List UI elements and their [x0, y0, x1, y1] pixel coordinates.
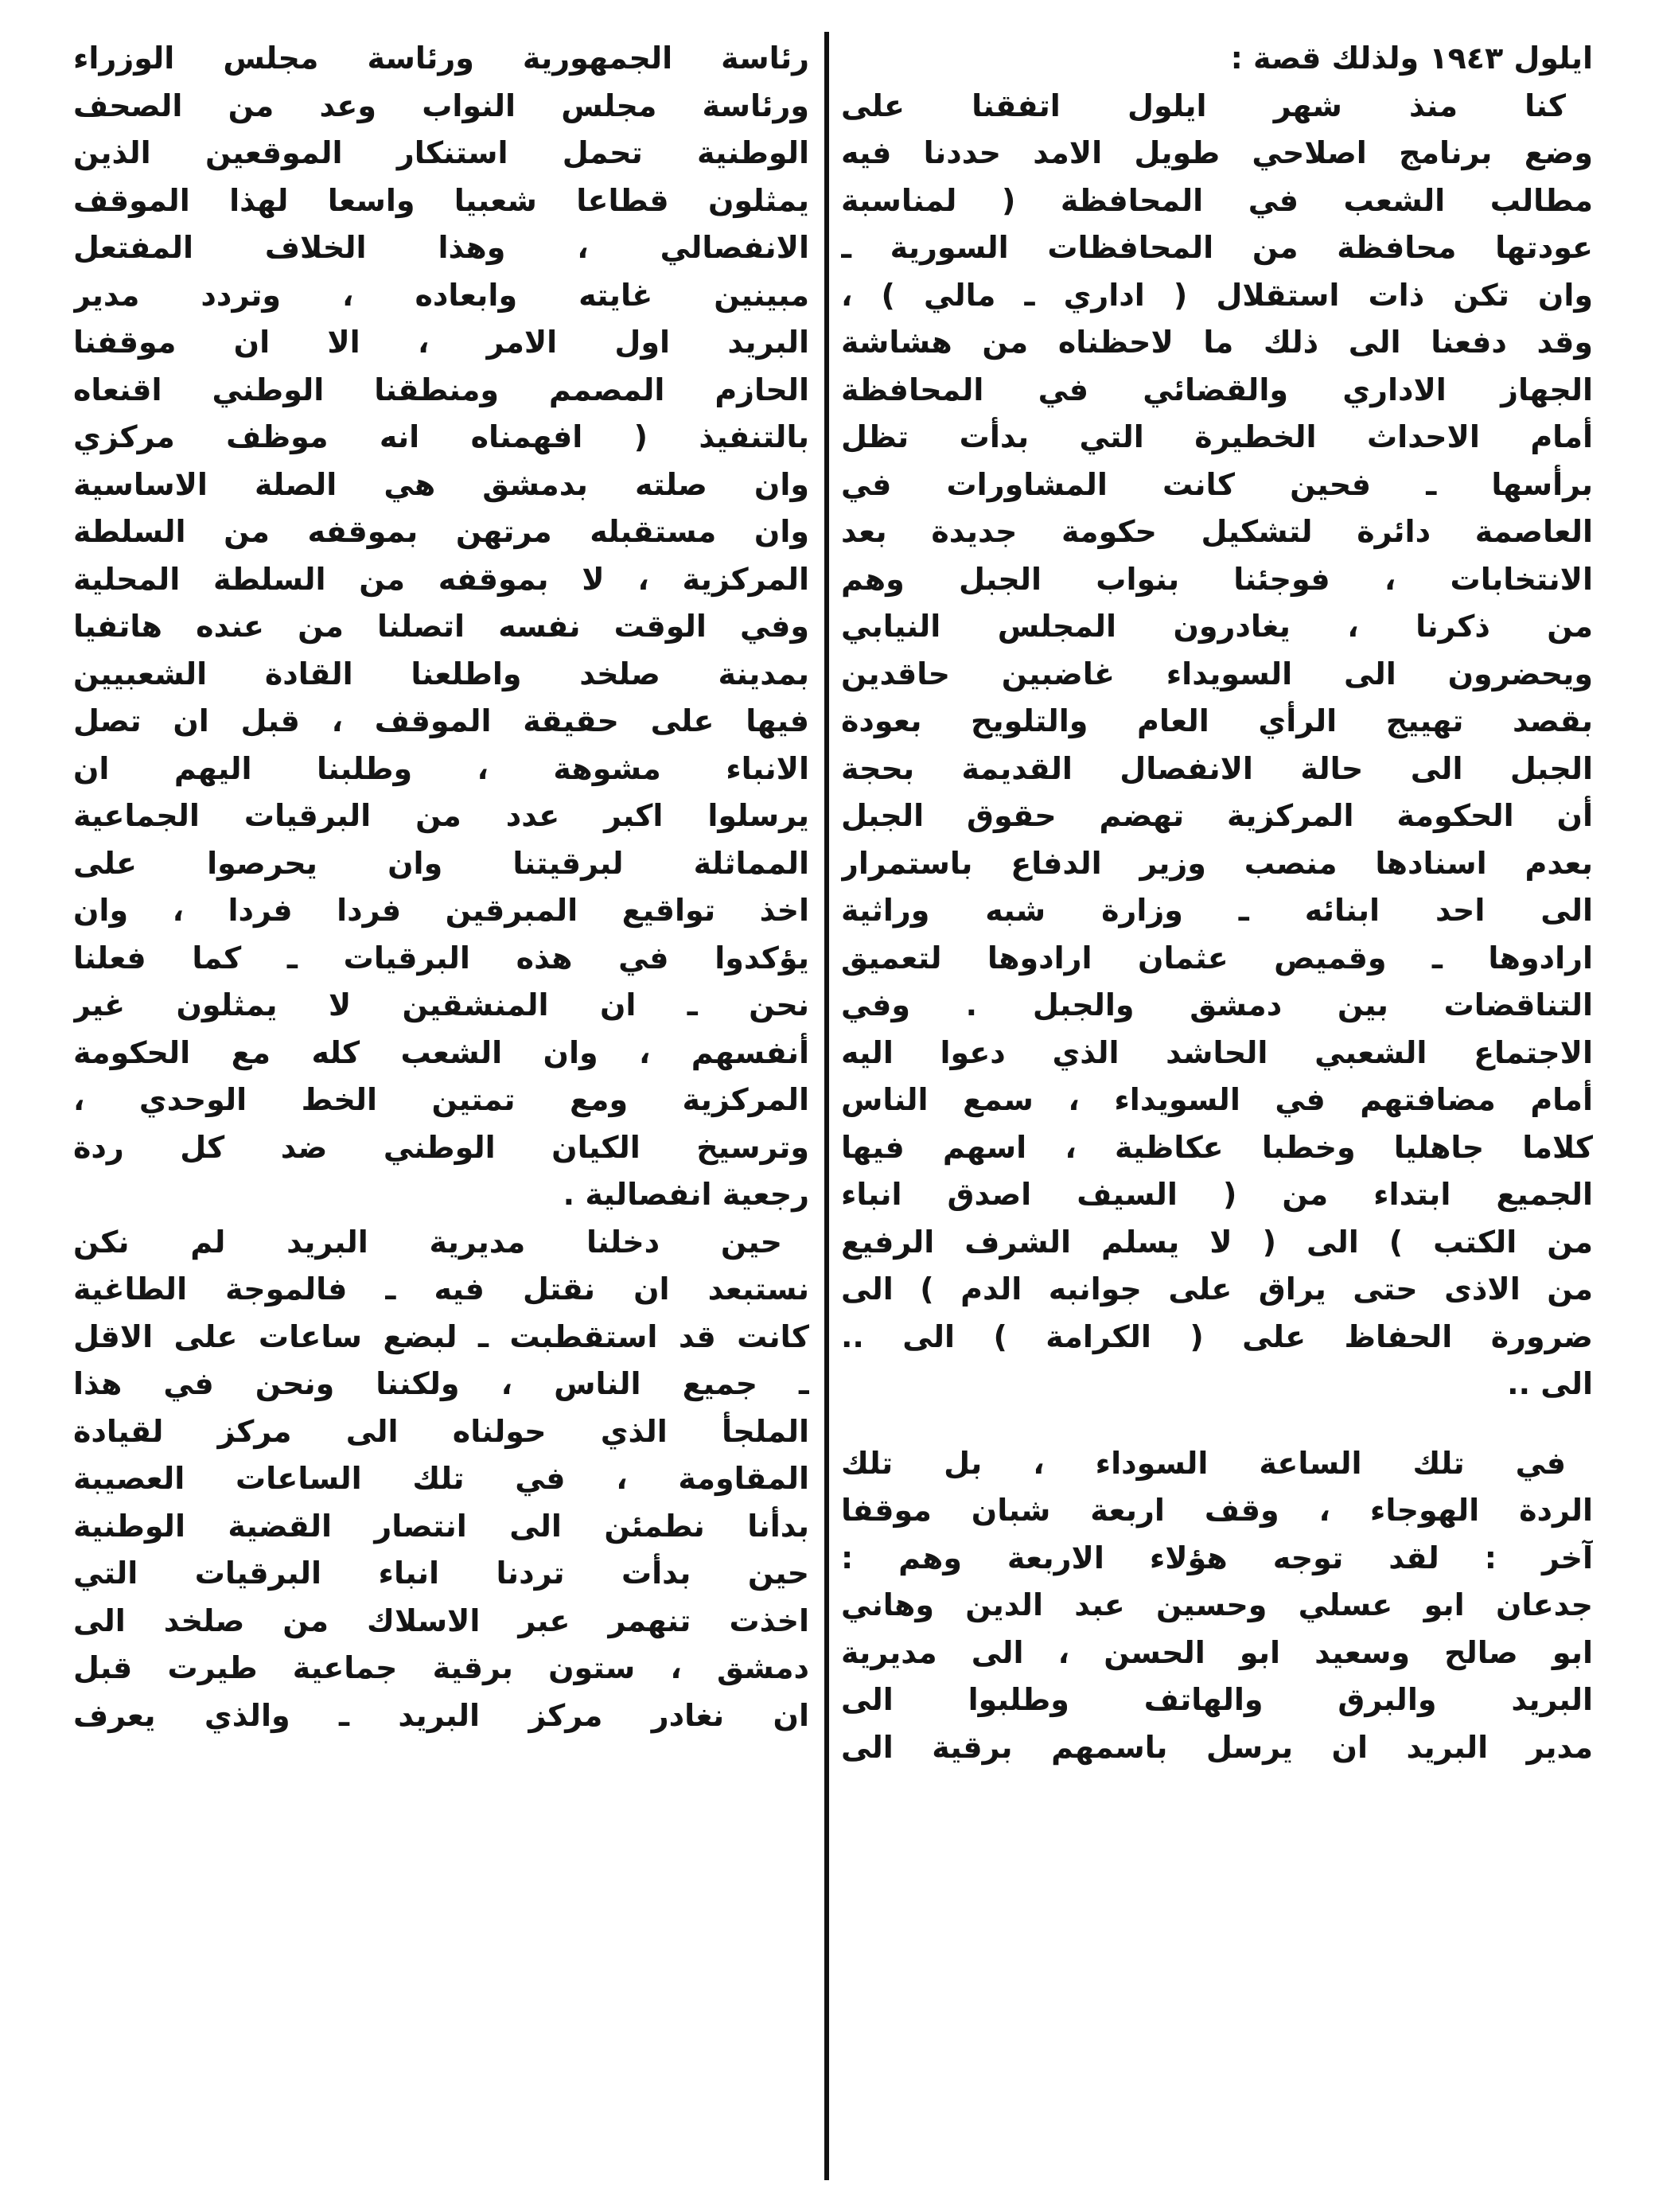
text-line: اخذت تنهمر عبر الاسلاك من صلخد الى: [73, 1603, 809, 1638]
text-line: الجميع ابتداء من ( السيف اصدق انباء: [841, 1177, 1593, 1212]
text-line: يرسلوا اكبر عدد من البرقيات الجماعية: [73, 798, 809, 833]
text-line: كلاما جاهليا وخطبا عكاظية ، اسهم فيها: [841, 1129, 1593, 1165]
text-line: البريد اول الامر ، الا ان موقفنا: [73, 325, 809, 360]
text-line: ويحضرون الى السويداء غاضبين حاقدين: [841, 656, 1593, 691]
text-line: كانت قد استقطبت ـ لبضع ساعات على الاقل: [73, 1318, 809, 1354]
text-line: وترسيخ الكيان الوطني ضد كل ردة: [73, 1129, 809, 1165]
text-line: بمدينة صلخد واطلعنا القادة الشعبيين: [73, 656, 809, 691]
text-line: ابو صالح وسعيد ابو الحسن ، الى مديرية: [841, 1634, 1593, 1670]
text-line: الانباء مشوهة ، وطلبنا اليهم ان: [73, 750, 809, 786]
text-line: بدأنا نطمئن الى انتصار القضية الوطنية: [73, 1508, 809, 1544]
text-line: وان صلته بدمشق هي الصلة الاساسية: [73, 466, 809, 502]
text-line: ارادوها ـ وقميص عثمان ارادوها لتعميق: [841, 940, 1593, 976]
text-line: المركزية ، لا بموقفه من السلطة المحلية: [73, 561, 809, 597]
text-line: في تلك الساعة السوداء ، بل تلك: [841, 1445, 1566, 1481]
text-line: الجهاز الاداري والقضائي في المحافظة: [841, 372, 1593, 407]
text-line: ضرورة الحفاظ على ( الكرامة ) الى ..: [841, 1318, 1593, 1354]
text-line: يؤكدوا في هذه البرقيات ـ كما فعلنا: [73, 940, 809, 976]
text-line: البريد والبرق والهاتف وطلبوا الى: [841, 1682, 1593, 1717]
text-line: الى احد ابنائه ـ وزارة شبه وراثية: [841, 893, 1593, 928]
text-line: الحازم المصمم ومنطقنا الوطني اقنعاه: [73, 372, 809, 407]
column-divider: [824, 32, 829, 2180]
text-line: أن الحكومة المركزية تهضم حقوق الجبل: [841, 798, 1593, 833]
text-line: كنا منذ شهر ايلول اتفقنا على: [841, 88, 1566, 123]
text-line: عودتها محافظة من المحافظات السورية ـ: [841, 230, 1593, 265]
text-line: حين بدأت تردنا انباء البرقيات التي: [73, 1556, 809, 1591]
text-line: من الكتب ) الى ( لا يسلم الشرف الرفيع: [841, 1224, 1593, 1260]
text-line: المقاومة ، في تلك الساعات العصيبة: [73, 1461, 809, 1496]
text-line: مبينين غايته وابعاده ، وتردد مدير: [73, 277, 809, 313]
text-line: مدير البريد ان يرسل باسمهم برقية الى: [841, 1729, 1593, 1765]
text-line: أمام مضافتهم في السويداء ، سمع الناس: [841, 1082, 1593, 1117]
text-line: من ذكرنا ، يغادرون المجلس النيابي: [841, 609, 1593, 644]
text-line: ـ جميع الناس ، ولكننا ونحن في هذا: [73, 1366, 809, 1401]
text-line: ان نغادر مركز البريد ـ والذي يعرف: [73, 1697, 809, 1733]
text-line: رجعية انفصالية .: [563, 1177, 809, 1212]
text-line: الردة الهوجاء ، وقف اربعة شبان موقفا: [841, 1493, 1593, 1528]
text-line: الى ..: [1507, 1366, 1593, 1401]
text-line: الجبل الى حالة الانفصال القديمة بحجة: [841, 750, 1593, 786]
text-line: حين دخلنا مديرية البريد لم نكن: [73, 1224, 782, 1260]
text-line: ايلول ١٩٤٣ ولذلك قصة :: [1230, 41, 1593, 76]
text-line: المركزية ومع تمتين الخط الوحدي ،: [73, 1082, 809, 1117]
text-line: رئاسة الجمهورية ورئاسة مجلس الوزراء: [73, 41, 809, 76]
text-line: اخذ تواقيع المبرقين فردا فردا ، وان: [73, 893, 809, 928]
text-line: الملجأ الذي حولناه الى مركز لقيادة: [73, 1413, 809, 1449]
text-line: نحن ـ ان المنشقين لا يمثلون غير: [73, 987, 809, 1022]
text-line: وضع برنامج اصلاحي طويل الامد حددنا فيه: [841, 135, 1593, 170]
text-line: برأسها ـ فحين كانت المشاورات في: [841, 466, 1593, 502]
text-line: الاجتماع الشعبي الحاشد الذي دعوا اليه: [841, 1034, 1593, 1070]
text-line: جدعان ابو عسلي وحسين عبد الدين وهاني: [841, 1587, 1593, 1622]
paragraph-gap: [841, 1408, 1593, 1440]
text-line: الانفصالي ، وهذا الخلاف المفتعل: [73, 230, 809, 265]
text-line: بقصد تهييج الرأي العام والتلويح بعودة: [841, 703, 1593, 738]
text-line: آخر : لقد توجه هؤلاء الاربعة وهم :: [841, 1540, 1593, 1575]
text-line: الانتخابات ، فوجئنا بنواب الجبل وهم: [841, 561, 1593, 597]
text-line: المماثلة لبرقيتنا وان يحرصوا على: [73, 845, 809, 881]
text-line: أنفسهم ، وان الشعب كله مع الحكومة: [73, 1034, 809, 1070]
text-line: الوطنية تحمل استنكار الموقعين الذين: [73, 135, 809, 170]
text-line: وقد دفعنا الى ذلك ما لاحظناه من هشاشة: [841, 325, 1593, 360]
text-line: وفي الوقت نفسه اتصلنا من عنده هاتفيا: [73, 609, 809, 644]
left-text-column: [73, 35, 809, 1739]
right-text-column: [841, 35, 1593, 1771]
text-line: بالتنفيذ ( افهمناه انه موظف مركزي: [73, 419, 809, 454]
text-line: نستبعد ان نقتل فيه ـ فالموجة الطاغية: [73, 1272, 809, 1307]
text-line: ورئاسة مجلس النواب وعد من الصحف: [73, 88, 809, 123]
text-line: أمام الاحداث الخطيرة التي بدأت تظل: [841, 419, 1593, 454]
text-line: مطالب الشعب في المحافظة ( لمناسبة: [841, 182, 1593, 218]
text-line: يمثلون قطاعا شعبيا واسعا لهذا الموقف: [73, 182, 809, 218]
text-line: بعدم اسنادها منصب وزير الدفاع باستمرار: [841, 845, 1593, 881]
text-line: التناقضات بين دمشق والجبل . وفي: [841, 987, 1593, 1022]
text-line: وان مستقبله مرتهن بموقفه من السلطة: [73, 514, 809, 549]
text-line: العاصمة دائرة لتشكيل حكومة جديدة بعد: [841, 514, 1593, 549]
text-line: دمشق ، ستون برقية جماعية طيرت قبل: [73, 1650, 809, 1685]
text-line: من الاذى حتى يراق على جوانبه الدم ) الى: [841, 1272, 1593, 1307]
text-line: وان تكن ذات استقلال ( اداري ـ مالي ) ،: [841, 277, 1593, 313]
text-line: فيها على حقيقة الموقف ، قبل ان تصل: [73, 703, 809, 738]
